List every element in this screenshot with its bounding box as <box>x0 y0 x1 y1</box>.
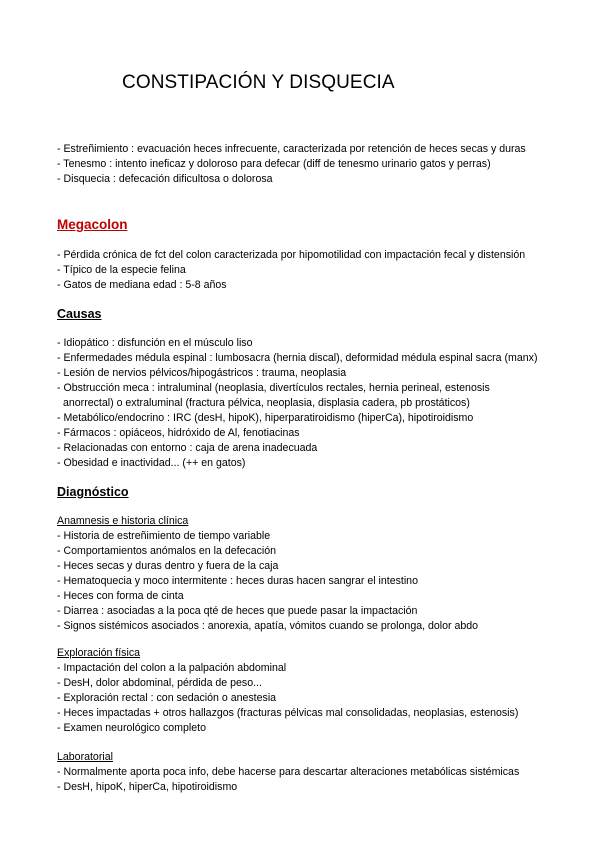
list-item: - Impactación del colon a la palpación abdominal <box>57 662 287 674</box>
list-item: - Gatos de mediana edad : 5-8 años <box>57 279 227 291</box>
list-item: - Tenesmo : intento ineficaz y doloroso para defecar (diff de tenesmo urinario gatos y perras) <box>57 158 491 170</box>
anamnesis-subheading: Anamnesis e historia clínica <box>57 515 189 527</box>
laboratorio-list <box>57 765 519 795</box>
laboratorio-subheading: Laboratorial <box>57 751 113 763</box>
list-item: - Obstrucción meca : intraluminal (neoplasia, divertículos rectales, hernia perineal, estenosis <box>57 382 490 394</box>
list-item: - Típico de la especie felina <box>57 264 186 276</box>
anamnesis-list <box>57 529 478 634</box>
list-item: - Metabólico/endocrino : IRC (desH, hipoK), hiperparatiroidismo (hiperCa), hipotiroidismo <box>57 412 474 424</box>
intro-list <box>57 142 526 187</box>
megacolon-list <box>57 248 525 293</box>
list-item: - Heces impactadas + otros hallazgos (fracturas pélvicas mal consolidadas, neoplasias, estenosis) <box>57 707 519 719</box>
list-item: - Enfermedades médula espinal : lumbosacra (hernia discal), deformidad médula espinal sacra (manx) <box>57 352 538 364</box>
list-item: - Obesidad e inactividad... (++ en gatos) <box>57 457 246 469</box>
list-item: - Historia de estreñimiento de tiempo variable <box>57 530 271 542</box>
list-item: - Hematoquecia y moco intermitente : heces duras hacen sangrar el intestino <box>57 575 418 587</box>
list-item: - Heces con forma de cinta <box>57 590 184 602</box>
list-item: - Relacionadas con entorno : caja de arena inadecuada <box>57 442 318 454</box>
exploracion-list <box>57 661 518 736</box>
list-item: - Pérdida crónica de fct del colon caracterizada por hipomotilidad con impactación fecal y distensión <box>57 249 526 261</box>
page-title: CONSTIPACIÓN Y DISQUECIA <box>122 72 395 93</box>
list-item: - Normalmente aporta poca info, debe hacerse para descartar alteraciones metabólicas sistémicas <box>57 766 520 778</box>
causas-heading: Causas <box>57 307 102 321</box>
list-item: - Lesión de nervios pélvicos/hipogástricos : trauma, neoplasia <box>57 367 347 379</box>
megacolon-heading: Megacolon <box>57 217 128 232</box>
list-item: - Signos sistémicos asociados : anorexia, apatía, vómitos cuando se prolonga, dolor abdo <box>57 620 479 632</box>
list-item: - Exploración rectal : con sedación o anestesia <box>57 692 277 704</box>
list-item: - DesH, dolor abdominal, pérdida de peso... <box>57 677 262 689</box>
diagnostico-heading: Diagnóstico <box>57 485 129 499</box>
list-item: - Diarrea : asociadas a la poca qté de heces que puede pasar la impactación <box>57 605 418 617</box>
list-item: - Heces secas y duras dentro y fuera de la caja <box>57 560 279 572</box>
list-item: - Idiopático : disfunción en el músculo liso <box>57 337 253 349</box>
list-item-continuation: anorrectal) o extraluminal (fractura pélvica, neoplasia, displasia cadera, pb prostáticos) <box>63 397 470 409</box>
list-item: - Estreñimiento : evacuación heces infrecuente, caracterizada por retención de heces secas y duras <box>57 143 526 155</box>
list-item: - DesH, hipoK, hiperCa, hipotiroidismo <box>57 781 238 793</box>
exploracion-subheading: Exploración física <box>57 647 141 659</box>
causas-list <box>57 336 537 471</box>
list-item: - Fármacos : opiáceos, hidróxido de Al, fenotiacinas <box>57 427 300 439</box>
list-item: - Examen neurológico completo <box>57 722 206 734</box>
list-item: - Disquecia : defecación dificultosa o dolorosa <box>57 173 273 185</box>
list-item: - Comportamientos anómalos en la defecación <box>57 545 277 557</box>
